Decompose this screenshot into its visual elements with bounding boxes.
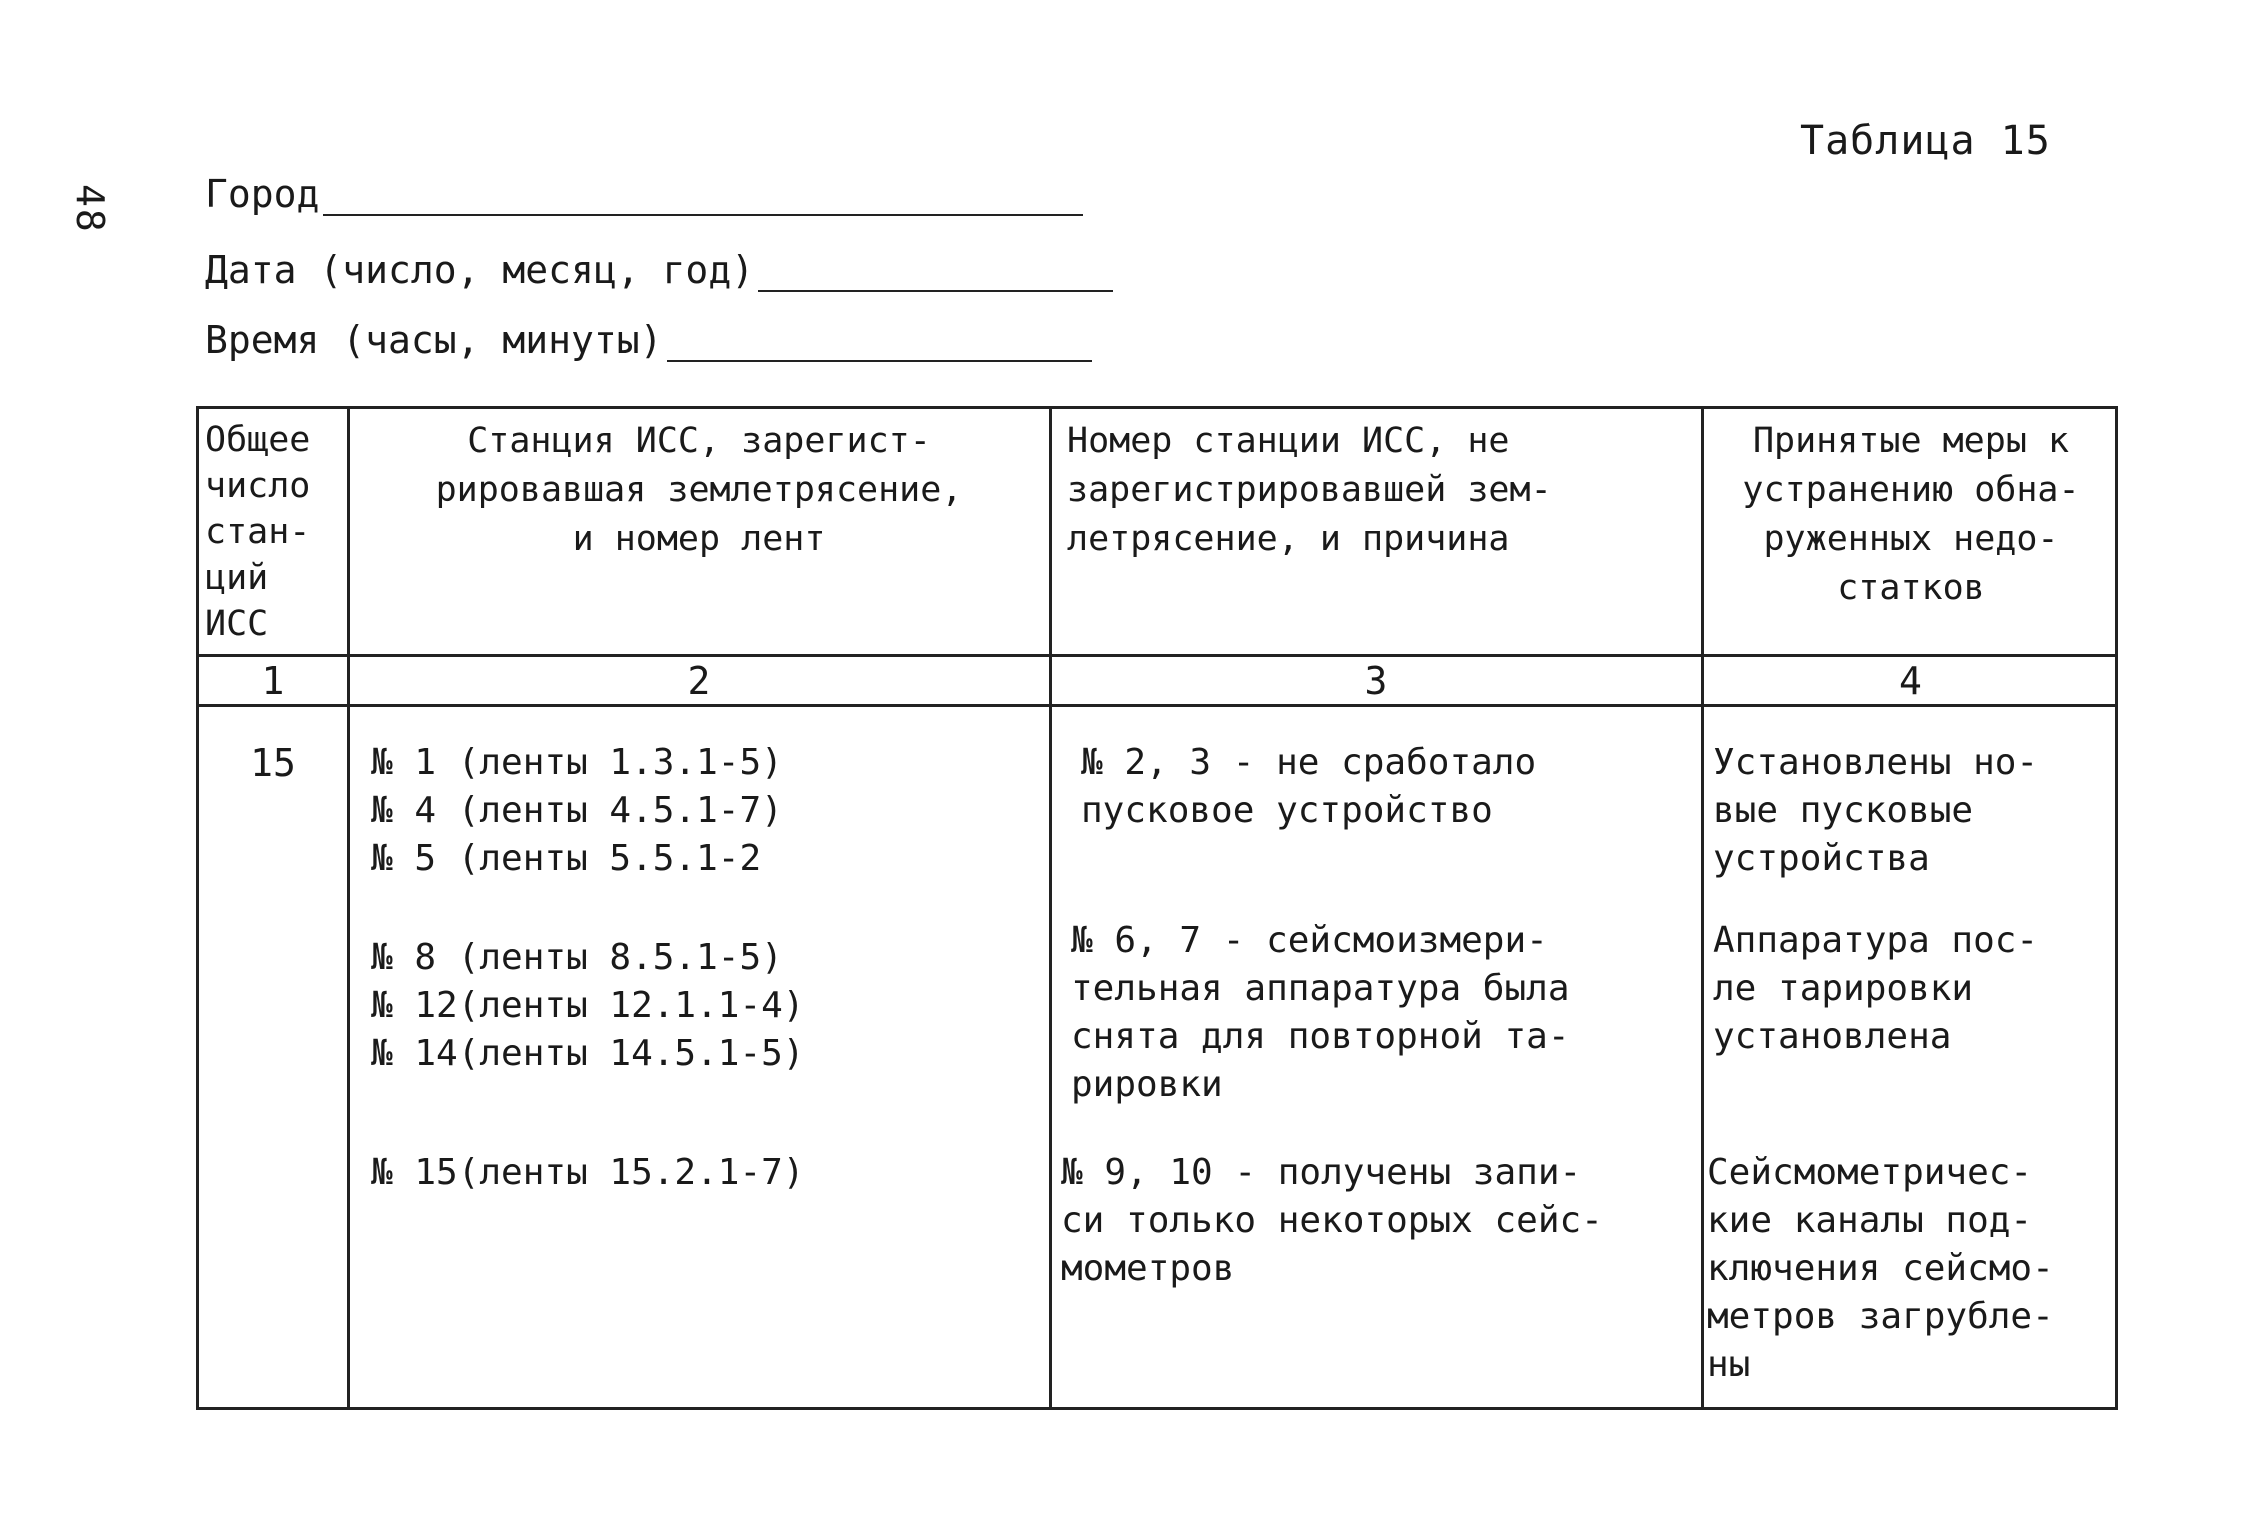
table-title: Таблица 15 <box>1800 118 2051 164</box>
measures-entry: Сейсмометричес- кие каналы под- ключения сейсмо- метров загрубле- ны <box>1707 1152 2054 1385</box>
header-not-registered-station: Номер станции ИСС, не зарегистрировавшей зем- летрясение, и причина <box>1067 421 1552 559</box>
column-divider <box>347 409 350 1407</box>
header-divider <box>199 654 2115 657</box>
header-registered-station: Станция ИСС, зарегист- рировавшая землетрясение, и номер лент <box>435 421 963 559</box>
registered-entry: № 8 (ленты 8.5.1-5) № 12(ленты 12.1.1-4) № 14(ленты 14.5.1-5) <box>371 937 805 1074</box>
total-stations-value: 15 <box>250 741 296 785</box>
city-blank <box>323 213 1083 216</box>
column-divider <box>1701 409 1704 1407</box>
measures-entry: Аппаратура пос- ле тарировки установлена <box>1713 920 2039 1057</box>
column-number-2: 2 <box>687 659 711 703</box>
header-measures: Принятые меры к устранению обна- руженных недо- статков <box>1742 421 2080 608</box>
registered-entry: № 1 (ленты 1.3.1-5) № 4 (ленты 4.5.1-7) № 5 (ленты 5.5.1-2 <box>371 742 783 879</box>
date-field <box>205 248 1113 292</box>
column-number-3: 3 <box>1364 659 1388 703</box>
date-label: Дата (число, месяц, год) <box>205 248 755 292</box>
stations-table <box>196 406 2118 1410</box>
numbers-divider <box>199 704 2115 707</box>
not-registered-entry: № 2, 3 - не сработало пусковое устройство <box>1081 742 1537 831</box>
not-registered-entry: № 9, 10 - получены запи- си только некоторых сейс- мометров <box>1061 1152 1603 1289</box>
page-number: 48 <box>68 184 112 234</box>
measures-entry: Установлены но- вые пусковые устройства <box>1713 742 2039 879</box>
column-number-1: 1 <box>261 659 285 703</box>
column-number-4: 4 <box>1899 659 1922 703</box>
registered-entry: № 15(ленты 15.2.1-7) <box>371 1152 805 1193</box>
time-field <box>205 318 1092 362</box>
not-registered-entry: № 6, 7 - сейсмоизмери- тельная аппаратура была снята для повторной та- рировки <box>1071 920 1570 1105</box>
date-blank <box>758 289 1113 292</box>
header-total-stations: Общее число стан- ций ИСС <box>205 420 311 644</box>
time-blank <box>667 359 1092 362</box>
time-label: Время (часы, минуты) <box>205 318 663 362</box>
city-label: Город <box>205 172 320 216</box>
column-divider <box>1049 409 1052 1407</box>
city-field <box>205 172 1083 216</box>
